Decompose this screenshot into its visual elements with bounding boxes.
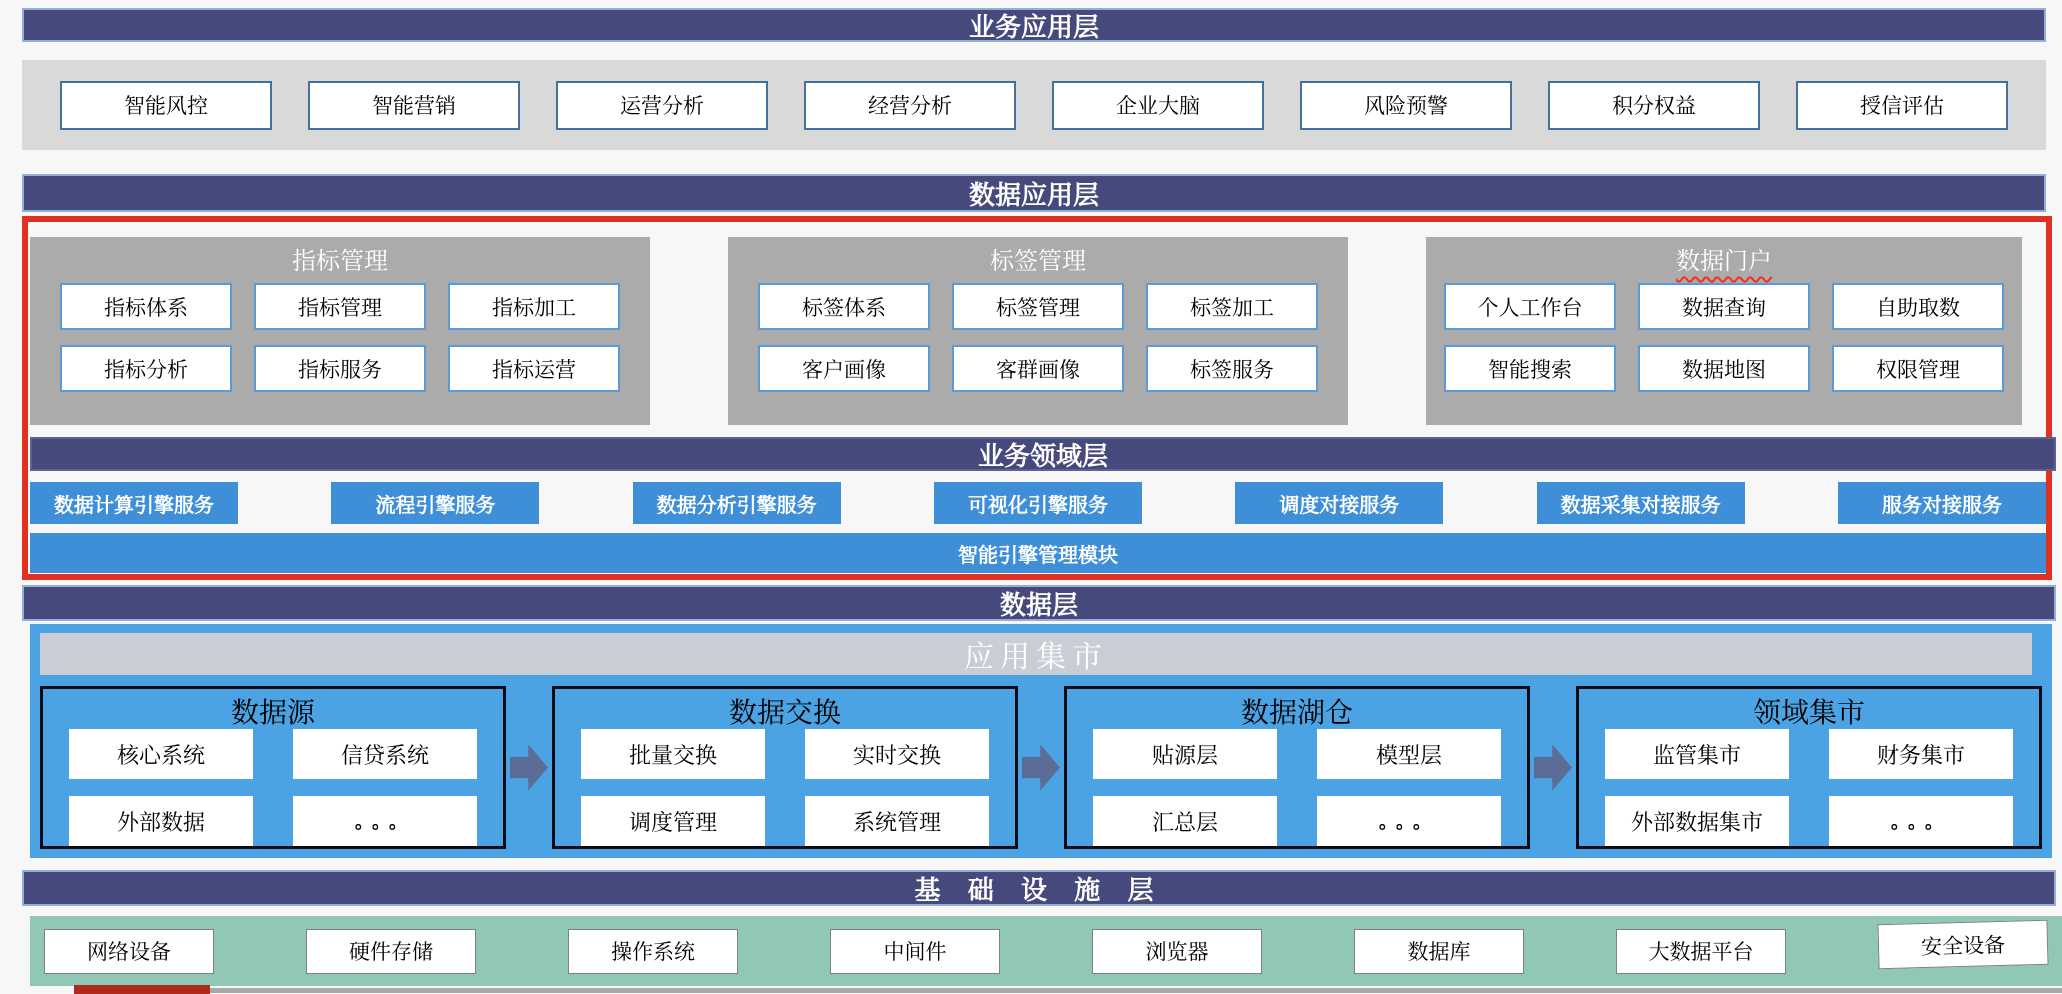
data-item-box: 贴源层 xyxy=(1093,729,1277,779)
layer-header-data: 数据层 xyxy=(22,585,2056,621)
data-item-box: 。。。 xyxy=(293,796,477,846)
data-item-box: 。。。 xyxy=(1829,796,2013,846)
panel-title: 标签管理 xyxy=(990,248,1086,275)
panel-item-box: 标签管理 xyxy=(952,283,1124,330)
data-app-panels xyxy=(30,237,2022,425)
engine-services-row xyxy=(30,482,2046,524)
bottom-red-mark xyxy=(74,985,210,994)
panel-indicator-management xyxy=(30,237,650,425)
panel-data-lakehouse xyxy=(1064,686,1530,849)
service-button: 可视化引擎服务 xyxy=(934,482,1142,524)
data-item-box: 财务集市 xyxy=(1829,729,2013,779)
data-item-box: 系统管理 xyxy=(805,796,989,846)
panel-item-box: 指标分析 xyxy=(60,345,232,392)
app-box: 经营分析 xyxy=(804,81,1016,130)
business-app-band xyxy=(22,60,2046,150)
panel-item-box: 标签加工 xyxy=(1146,283,1318,330)
infra-item-box: 数据库 xyxy=(1354,929,1524,974)
panel-item-box: 标签服务 xyxy=(1146,345,1318,392)
infrastructure-band xyxy=(30,916,2062,986)
app-box: 积分权益 xyxy=(1548,81,1760,130)
app-box: 智能营销 xyxy=(308,81,520,130)
panel-item-box: 标签体系 xyxy=(758,283,930,330)
data-item-box: 外部数据 xyxy=(69,796,253,846)
service-button: 流程引擎服务 xyxy=(331,482,539,524)
data-item-box: 核心系统 xyxy=(69,729,253,779)
panel-item-box: 指标体系 xyxy=(60,283,232,330)
data-item-box: 调度管理 xyxy=(581,796,765,846)
panel-title: 数据交换 xyxy=(728,698,841,729)
panel-data-source xyxy=(40,686,506,849)
service-button: 调度对接服务 xyxy=(1235,482,1443,524)
service-button: 数据分析引擎服务 xyxy=(633,482,841,524)
panel-title: 数据湖仓 xyxy=(1240,698,1353,729)
data-item-box: 实时交换 xyxy=(805,729,989,779)
data-item-box: 汇总层 xyxy=(1093,796,1277,846)
engine-management-bar: 智能引擎管理模块 xyxy=(30,533,2046,573)
data-item-box: 模型层 xyxy=(1317,729,1501,779)
panel-item-box: 指标服务 xyxy=(254,345,426,392)
service-button: 数据采集对接服务 xyxy=(1537,482,1745,524)
panel-item-box: 指标运营 xyxy=(448,345,620,392)
panel-item-box: 指标加工 xyxy=(448,283,620,330)
panel-item-box: 数据查询 xyxy=(1638,283,1810,330)
panel-item-box: 个人工作台 xyxy=(1444,283,1616,330)
panel-title: 指标管理 xyxy=(292,248,388,275)
arrow-right-icon xyxy=(510,745,548,791)
bottom-divider-line xyxy=(86,988,2062,993)
application-mart-band: 应用集市 xyxy=(40,633,2032,675)
panel-title: 数据门户 xyxy=(1676,248,1772,275)
infra-item-box: 网络设备 xyxy=(44,929,214,974)
arrow-right-icon xyxy=(1022,745,1060,791)
panel-data-exchange xyxy=(552,686,1018,849)
panel-item-box: 权限管理 xyxy=(1832,345,2004,392)
data-item-box: 外部数据集市 xyxy=(1605,796,1789,846)
app-box: 运营分析 xyxy=(556,81,768,130)
data-item-box: 。。。 xyxy=(1317,796,1501,846)
app-box: 风险预警 xyxy=(1300,81,1512,130)
panel-label-management xyxy=(728,237,1348,425)
data-flow-row xyxy=(40,686,2042,849)
data-item-box: 信贷系统 xyxy=(293,729,477,779)
panel-item-box: 智能搜索 xyxy=(1444,345,1616,392)
app-box: 智能风控 xyxy=(60,81,272,130)
infra-item-box: 大数据平台 xyxy=(1616,929,1786,974)
app-box: 授信评估 xyxy=(1796,81,2008,130)
panel-data-portal xyxy=(1426,237,2022,425)
infra-item-box: 操作系统 xyxy=(568,929,738,974)
service-button: 服务对接服务 xyxy=(1838,482,2046,524)
layer-header-business-app: 业务应用层 xyxy=(22,8,2046,42)
panel-title: 领域集市 xyxy=(1752,698,1865,729)
layer-header-infrastructure: 基 础 设 施 层 xyxy=(22,870,2056,906)
panel-item-box: 自助取数 xyxy=(1832,283,2004,330)
panel-item-box: 客群画像 xyxy=(952,345,1124,392)
data-layer-section xyxy=(30,624,2052,858)
app-box: 企业大脑 xyxy=(1052,81,1264,130)
panel-item-box: 数据地图 xyxy=(1638,345,1810,392)
panel-title: 数据源 xyxy=(230,698,315,729)
data-item-box: 监管集市 xyxy=(1605,729,1789,779)
data-item-box: 批量交换 xyxy=(581,729,765,779)
infra-item-box: 硬件存储 xyxy=(306,929,476,974)
panel-item-box: 客户画像 xyxy=(758,345,930,392)
layer-header-business-domain: 业务领域层 xyxy=(30,437,2056,471)
panel-item-box: 指标管理 xyxy=(254,283,426,330)
infra-item-box: 中间件 xyxy=(830,929,1000,974)
service-button: 数据计算引擎服务 xyxy=(30,482,238,524)
arrow-right-icon xyxy=(1534,745,1572,791)
panel-domain-mart xyxy=(1576,686,2042,849)
layer-header-data-app: 数据应用层 xyxy=(22,174,2046,212)
infra-item-box: 安全设备 xyxy=(1877,919,2048,968)
infra-item-box: 浏览器 xyxy=(1092,929,1262,974)
